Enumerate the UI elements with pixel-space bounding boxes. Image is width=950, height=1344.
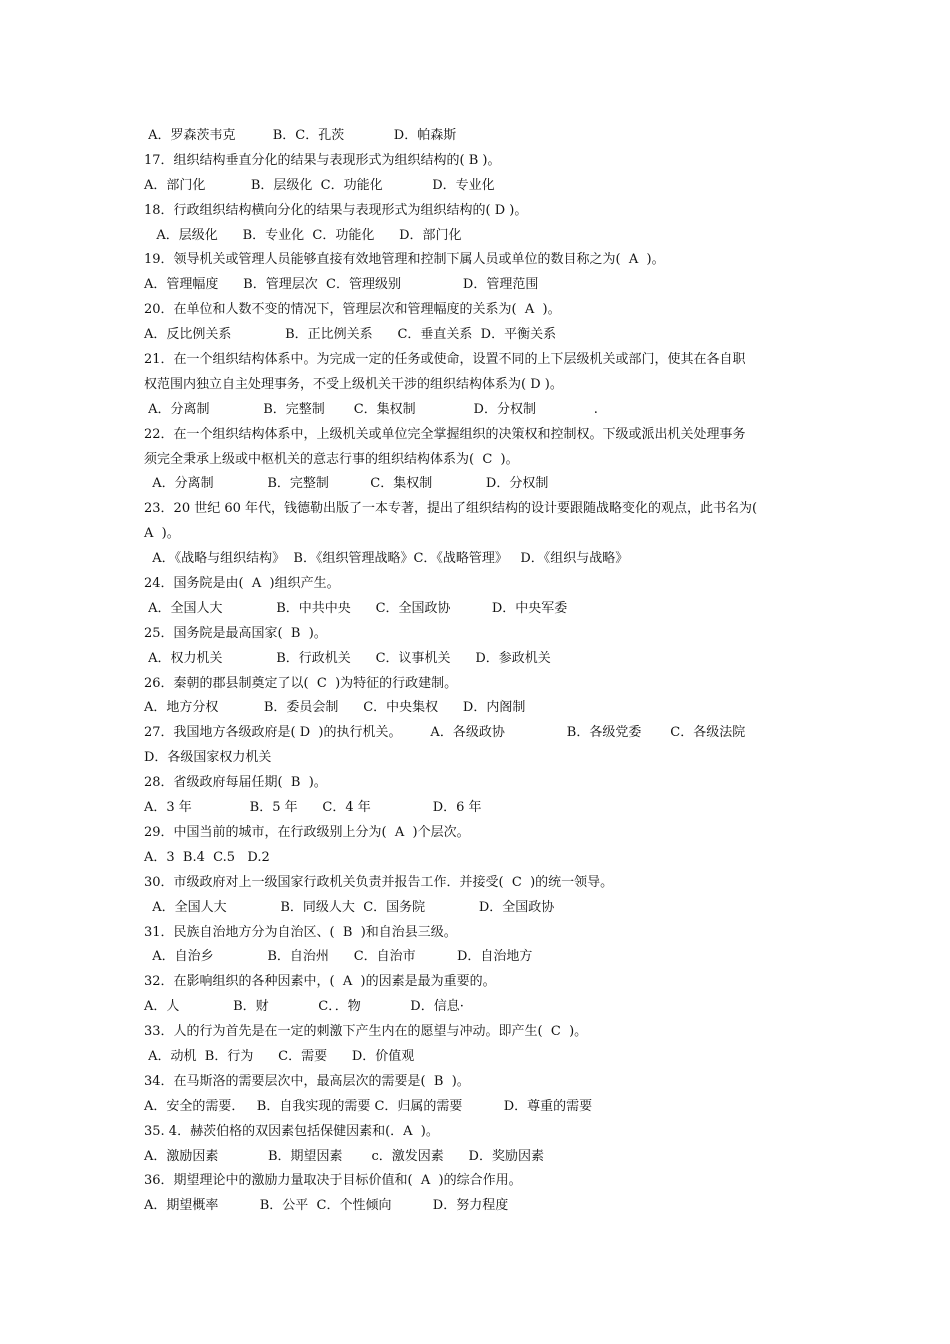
text-line: A．罗森茨韦克 B．C．孔茨 D．帕森斯 xyxy=(144,128,457,143)
options-28: A．3 年 B．5 年 C．4 年 D．6 年 xyxy=(144,800,482,816)
question-35: 35. 4．赫茨伯格的双因素包括保健因素和(．A )。 xyxy=(144,1123,439,1139)
options-33: A．动机 B．行为 C．需要 D．价值观 xyxy=(144,1048,415,1064)
options-25: A．权力机关 B．行政机关 C．议事机关 D．参政机关 xyxy=(144,650,551,666)
question-17: 17．组织结构垂直分化的结果与表现形式为组织结构的( B )。 xyxy=(144,152,501,168)
options-31: A．自治乡 B．自治州 C．自治市 D．自治地方 xyxy=(144,949,533,965)
question-34: 34．在马斯洛的需要层次中，最高层次的需要是( B )。 xyxy=(144,1073,470,1089)
options-26: A．地方分权 B．委员会制 C．中央集权 D．内阁制 xyxy=(144,700,526,716)
document-body xyxy=(144,124,816,1219)
question-30: 30．市级政府对上一级国家行政机关负责并报告工作．并接受( C )的统一领导。 xyxy=(144,874,614,890)
question-22: 22．在一个组织结构体系中，上级机关或单位完全掌握组织的决策权和控制权。下级或派出机关处理事务 xyxy=(144,426,746,442)
options-30: A．全国人大 B．同级人大 C．国务院 D．全国政协 xyxy=(144,899,555,915)
question-18: 18．行政组织结构横向分化的结果与表现形式为组织结构的( D )。 xyxy=(144,202,528,218)
question-27: 27．我国地方各级政府是( D )的执行机关。 A．各级政协 B．各级党委 C．各级法院 xyxy=(144,725,746,741)
options-34: A．安全的需要． B．自我实现的需要 C．归属的需要 D．尊重的需要 xyxy=(144,1098,593,1114)
question-26: 26．秦朝的郡县制奠定了以( C )为特征的行政建制。 xyxy=(144,675,458,691)
question-31: 31．民族自治地方分为自治区、( B )和自治县三级。 xyxy=(144,924,457,940)
question-23-cont: A )。 xyxy=(144,526,180,542)
options-23: A．《战略与组织结构》 B．《组织管理战略》C．《战略管理》 D．《组织与战略》 xyxy=(144,551,629,567)
question-19: 19．领导机关或管理人员能够直接有效地管理和控制下属人员或单位的数目称之为( A )。 xyxy=(144,252,665,268)
options-17: A．部门化 B．层级化 C．功能化 D．专业化 xyxy=(144,177,495,193)
question-21-cont: 权范围内独立自主处理事务，不受上级机关干涉的组织结构体系为( D )。 xyxy=(144,376,563,392)
question-23: 23．20 世纪 60 年代，钱德勒出版了一本专著，提出了组织结构的设计要跟随战略变化的观点，此书名为( xyxy=(144,501,758,517)
question-36: 36．期望理论中的激励力量取决于目标价值和( A )的综合作用。 xyxy=(144,1173,522,1189)
options-27-cont: D．各级国家权力机关 xyxy=(144,750,272,766)
options-36: A．期望概率 B．公平 C．个性倾向 D．努力程度 xyxy=(144,1198,509,1214)
question-24: 24．国务院是由( A )组织产生。 xyxy=(144,576,340,592)
options-35: A．激励因素 B．期望因素 c．激发因素 D．奖励因素 xyxy=(144,1148,544,1164)
options-32: A．人 B．财 C．．物 D．信息· xyxy=(144,999,464,1015)
options-21: A．分离制 B．完整制 C．集权制 D．分权制 . xyxy=(144,401,598,417)
options-20: A．反比例关系 B．正比例关系 C．垂直关系 D．平衡关系 xyxy=(144,327,557,343)
question-29: 29．中国当前的城市，在行政级别上分为( A )个层次。 xyxy=(144,824,470,840)
options-22: A．分离制 B．完整制 C．集权制 D．分权制 xyxy=(144,476,549,492)
question-33: 33．人的行为首先是在一定的刺激下产生内在的愿望与冲动。即产生( C )。 xyxy=(144,1024,588,1040)
options-18: A．层级化 B．专业化 C．功能化 D．部门化 xyxy=(144,227,462,243)
question-32: 32．在影响组织的各种因素中，( A )的因素是最为重要的。 xyxy=(144,974,496,990)
options-29: A．3 B.4 C.5 D.2 xyxy=(144,849,270,865)
question-25: 25．国务院是最高国家( B )。 xyxy=(144,625,327,641)
question-20: 20．在单位和人数不变的情况下，管理层次和管理幅度的关系为( A )。 xyxy=(144,302,561,318)
options-24: A．全国人大 B．中共中央 C．全国政协 D．中央军委 xyxy=(144,600,568,616)
question-22-cont: 须完全秉承上级或中枢机关的意志行事的组织结构体系为( C )。 xyxy=(144,451,519,467)
options-19: A．管理幅度 B．管理层次 C．管理级别 D．管理范围 xyxy=(144,277,539,293)
question-21: 21．在一个组织结构体系中。为完成一定的任务或使命，设置不同的上下层级机关或部门，使其在各自职 xyxy=(144,352,746,368)
question-28: 28．省级政府每届任期( B )。 xyxy=(144,775,327,791)
